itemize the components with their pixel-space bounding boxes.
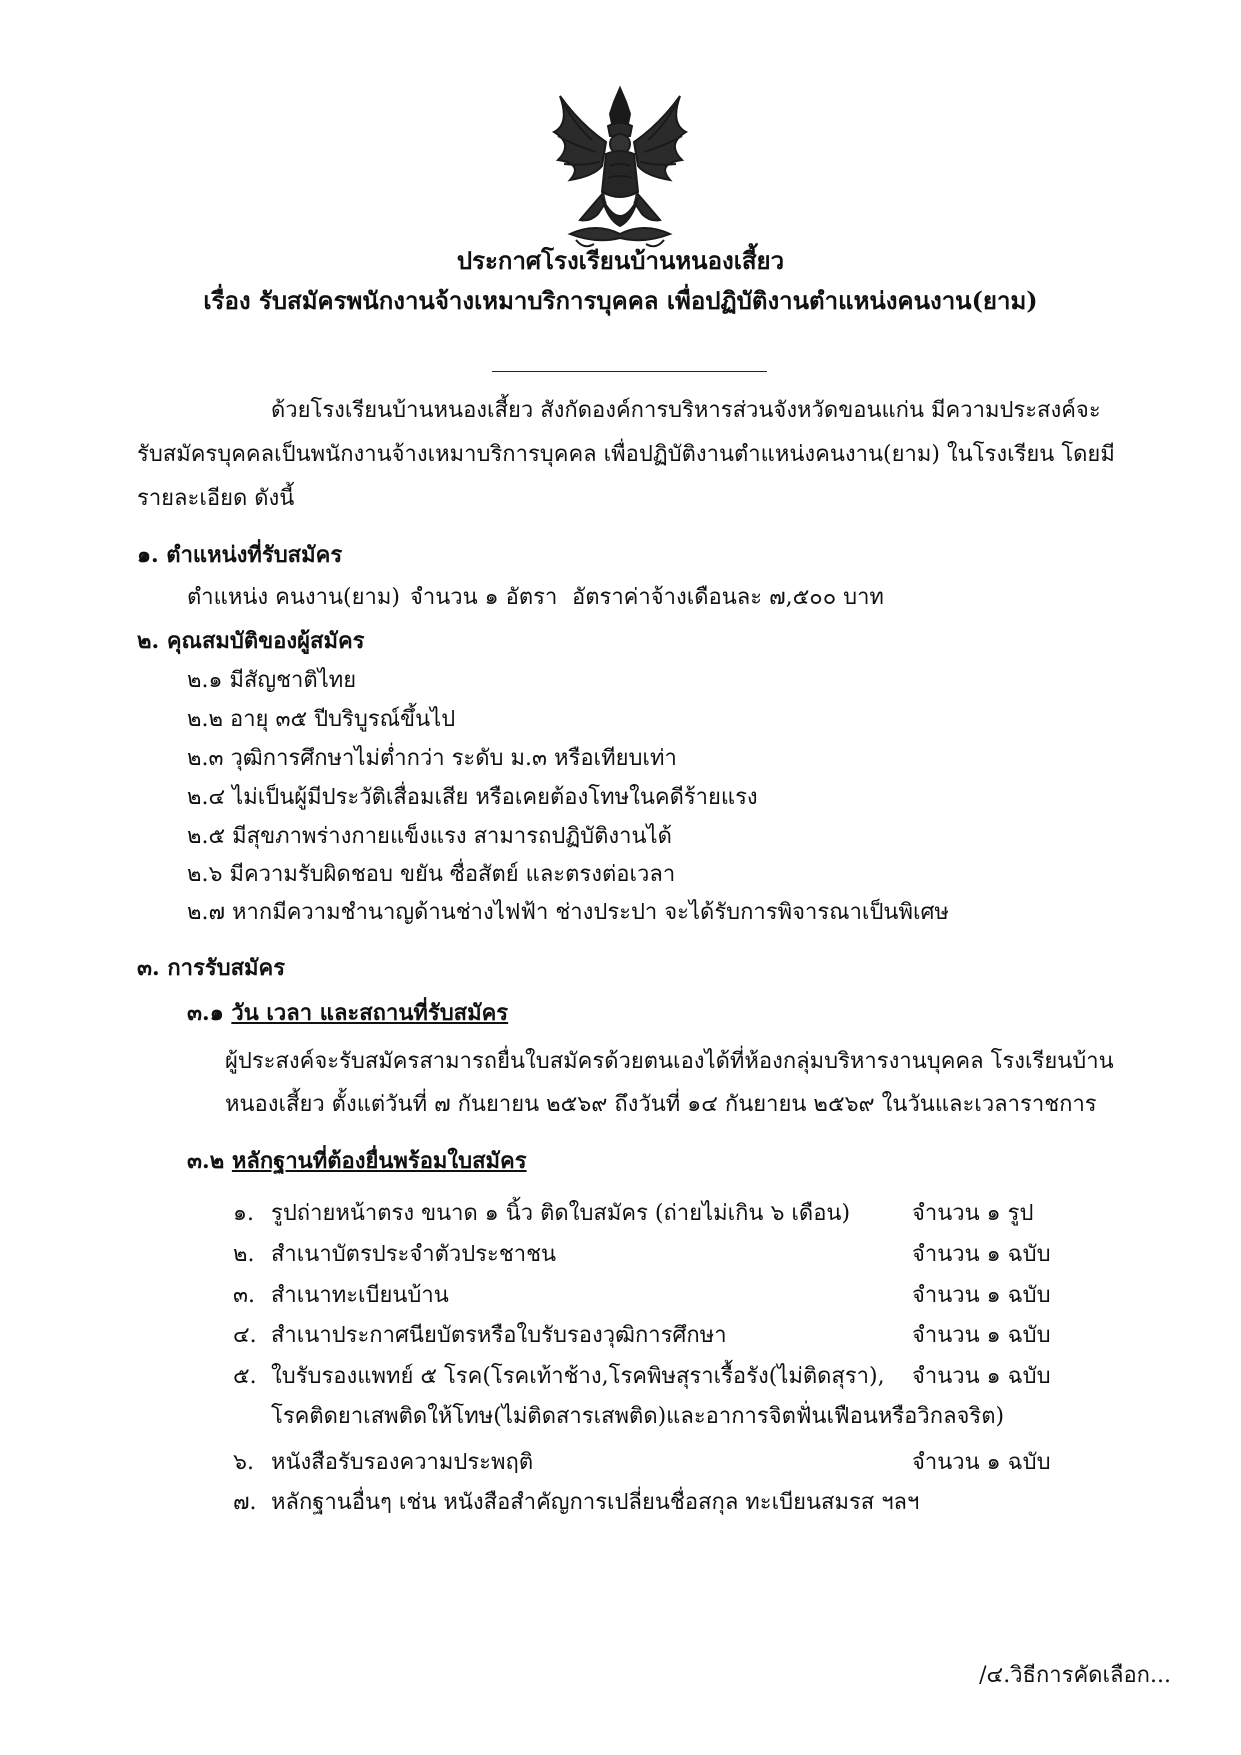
- document-quantity: จำนวน ๑ ฉบับ: [912, 1364, 1051, 1389]
- intro-line-2: รับสมัครบุคคลเป็นพนักงานจ้างเหมาบริการบุคคล เพื่อปฏิบัติงานตำแหน่งคนงาน(ยาม) ในโรงเรียน โดยมี: [137, 442, 1115, 467]
- section-1-heading: ๑. ตำแหน่งที่รับสมัคร: [137, 542, 343, 568]
- garuda-emblem-icon: [540, 84, 700, 254]
- document-text-continued: โรคติดยาเสพติดให้โทษ(ไม่ติดสารเสพติด)และอาการจิตฟั่นเฟือนหรือวิกลจริต): [271, 1404, 1005, 1429]
- qualification-item: ๒.๖ มีความรับผิดชอบ ขยัน ซื่อสัตย์ และตรงต่อเวลา: [187, 862, 676, 887]
- subsection-number: ๓.๑: [187, 1000, 224, 1026]
- document-quantity: จำนวน ๑ ฉบับ: [912, 1450, 1051, 1475]
- document-text: ใบรับรองแพทย์ ๕ โรค(โรคเท้าช้าง,โรคพิษสุราเรื้อรัง(ไม่ติดสุรา),: [271, 1364, 885, 1389]
- document-quantity: จำนวน ๑ ฉบับ: [912, 1242, 1051, 1267]
- qualification-item: ๒.๑ มีสัญชาติไทย: [187, 668, 357, 693]
- document-number: ๖.: [233, 1450, 254, 1475]
- subsection-3-1-heading: [187, 1000, 508, 1026]
- subsection-number: ๓.๒: [187, 1148, 225, 1174]
- document-text: หนังสือรับรองความประพฤติ: [271, 1450, 534, 1475]
- document-quantity: จำนวน ๑ รูป: [912, 1201, 1034, 1226]
- application-details-line-1: ผู้ประสงค์จะรับสมัครสามารถยื่นใบสมัครด้วยตนเองได้ที่ห้องกลุ่มบริหารงานบุคคล โรงเรียนบ้าน: [225, 1049, 1114, 1074]
- subsection-3-2-heading: [187, 1148, 527, 1174]
- qualification-item: ๒.๓ วุฒิการศึกษาไม่ต่ำกว่า ระดับ ม.๓ หรือเทียบเท่า: [187, 746, 677, 771]
- position-wage: อัตราค่าจ้างเดือนละ ๗,๕๐๐ บาท: [572, 585, 884, 610]
- document-quantity: จำนวน ๑ ฉบับ: [912, 1323, 1051, 1348]
- section-3-heading: ๓. การรับสมัคร: [137, 955, 286, 981]
- position-label: ตำแหน่ง คนงาน(ยาม): [187, 585, 400, 610]
- document-subject: เรื่อง รับสมัครพนักงานจ้างเหมาบริการบุคคล เพื่อปฏิบัติงานตำแหน่งคนงาน(ยาม): [203, 286, 1038, 315]
- intro-line-3: รายละเอียด ดังนี้: [137, 486, 295, 511]
- title-divider: [492, 371, 767, 372]
- document-number: ๔.: [233, 1323, 257, 1348]
- document-title: ประกาศโรงเรียนบ้านหนองเสี้ยว: [456, 246, 785, 275]
- qualification-item: ๒.๔ ไม่เป็นผู้มีประวัติเสื่อมเสีย หรือเคยต้องโทษในคดีร้ายแรง: [187, 785, 758, 810]
- document-text: สำเนาประกาศนียบัตรหรือใบรับรองวุฒิการศึกษา: [271, 1323, 727, 1348]
- document-number: ๓.: [233, 1283, 256, 1308]
- document-number: ๕.: [233, 1364, 257, 1389]
- qualification-item: ๒.๕ มีสุขภาพร่างกายแข็งแรง สามารถปฏิบัติงานได้: [187, 824, 672, 849]
- document-number: ๑.: [233, 1201, 254, 1226]
- document-text: สำเนาบัตรประจำตัวประชาชน: [271, 1242, 557, 1267]
- subsection-title: หลักฐานที่ต้องยื่นพร้อมใบสมัคร: [231, 1148, 527, 1174]
- qualification-item: ๒.๗ หากมีความชำนาญด้านช่างไฟฟ้า ช่างประปา จะได้รับการพิจารณาเป็นพิเศษ: [187, 900, 949, 925]
- document-quantity: จำนวน ๑ ฉบับ: [912, 1283, 1051, 1308]
- subsection-title: วัน เวลา และสถานที่รับสมัคร: [231, 1000, 509, 1026]
- page-continuation-marker: /๔.วิธีการคัดเลือก...: [979, 1663, 1171, 1688]
- application-details-line-2: หนองเสี้ยว ตั้งแต่วันที่ ๗ กันยายน ๒๕๖๙ ถึงวันที่ ๑๔ กันยายน ๒๕๖๙ ในวันและเวลาราชการ: [225, 1092, 1097, 1117]
- section-2-heading: ๒. คุณสมบัติของผู้สมัคร: [137, 628, 365, 654]
- position-count: จำนวน ๑ อัตรา: [410, 585, 558, 610]
- intro-line-1: ด้วยโรงเรียนบ้านหนองเสี้ยว สังกัดองค์การบริหารส่วนจังหวัดขอนแก่น มีความประสงค์จะ: [271, 398, 1101, 423]
- qualification-item: ๒.๒ อายุ ๓๕ ปีบริบูรณ์ขึ้นไป: [187, 707, 456, 732]
- document-number: ๒.: [233, 1242, 255, 1267]
- document-number: ๗.: [233, 1490, 257, 1515]
- document-text: สำเนาทะเบียนบ้าน: [271, 1283, 449, 1308]
- document-text: หลักฐานอื่นๆ เช่น หนังสือสำคัญการเปลี่ยนชื่อสกุล ทะเบียนสมรส ฯลฯ: [271, 1490, 920, 1515]
- document-text: รูปถ่ายหน้าตรง ขนาด ๑ นิ้ว ติดใบสมัคร (ถ่ายไม่เกิน ๖ เดือน): [271, 1201, 851, 1226]
